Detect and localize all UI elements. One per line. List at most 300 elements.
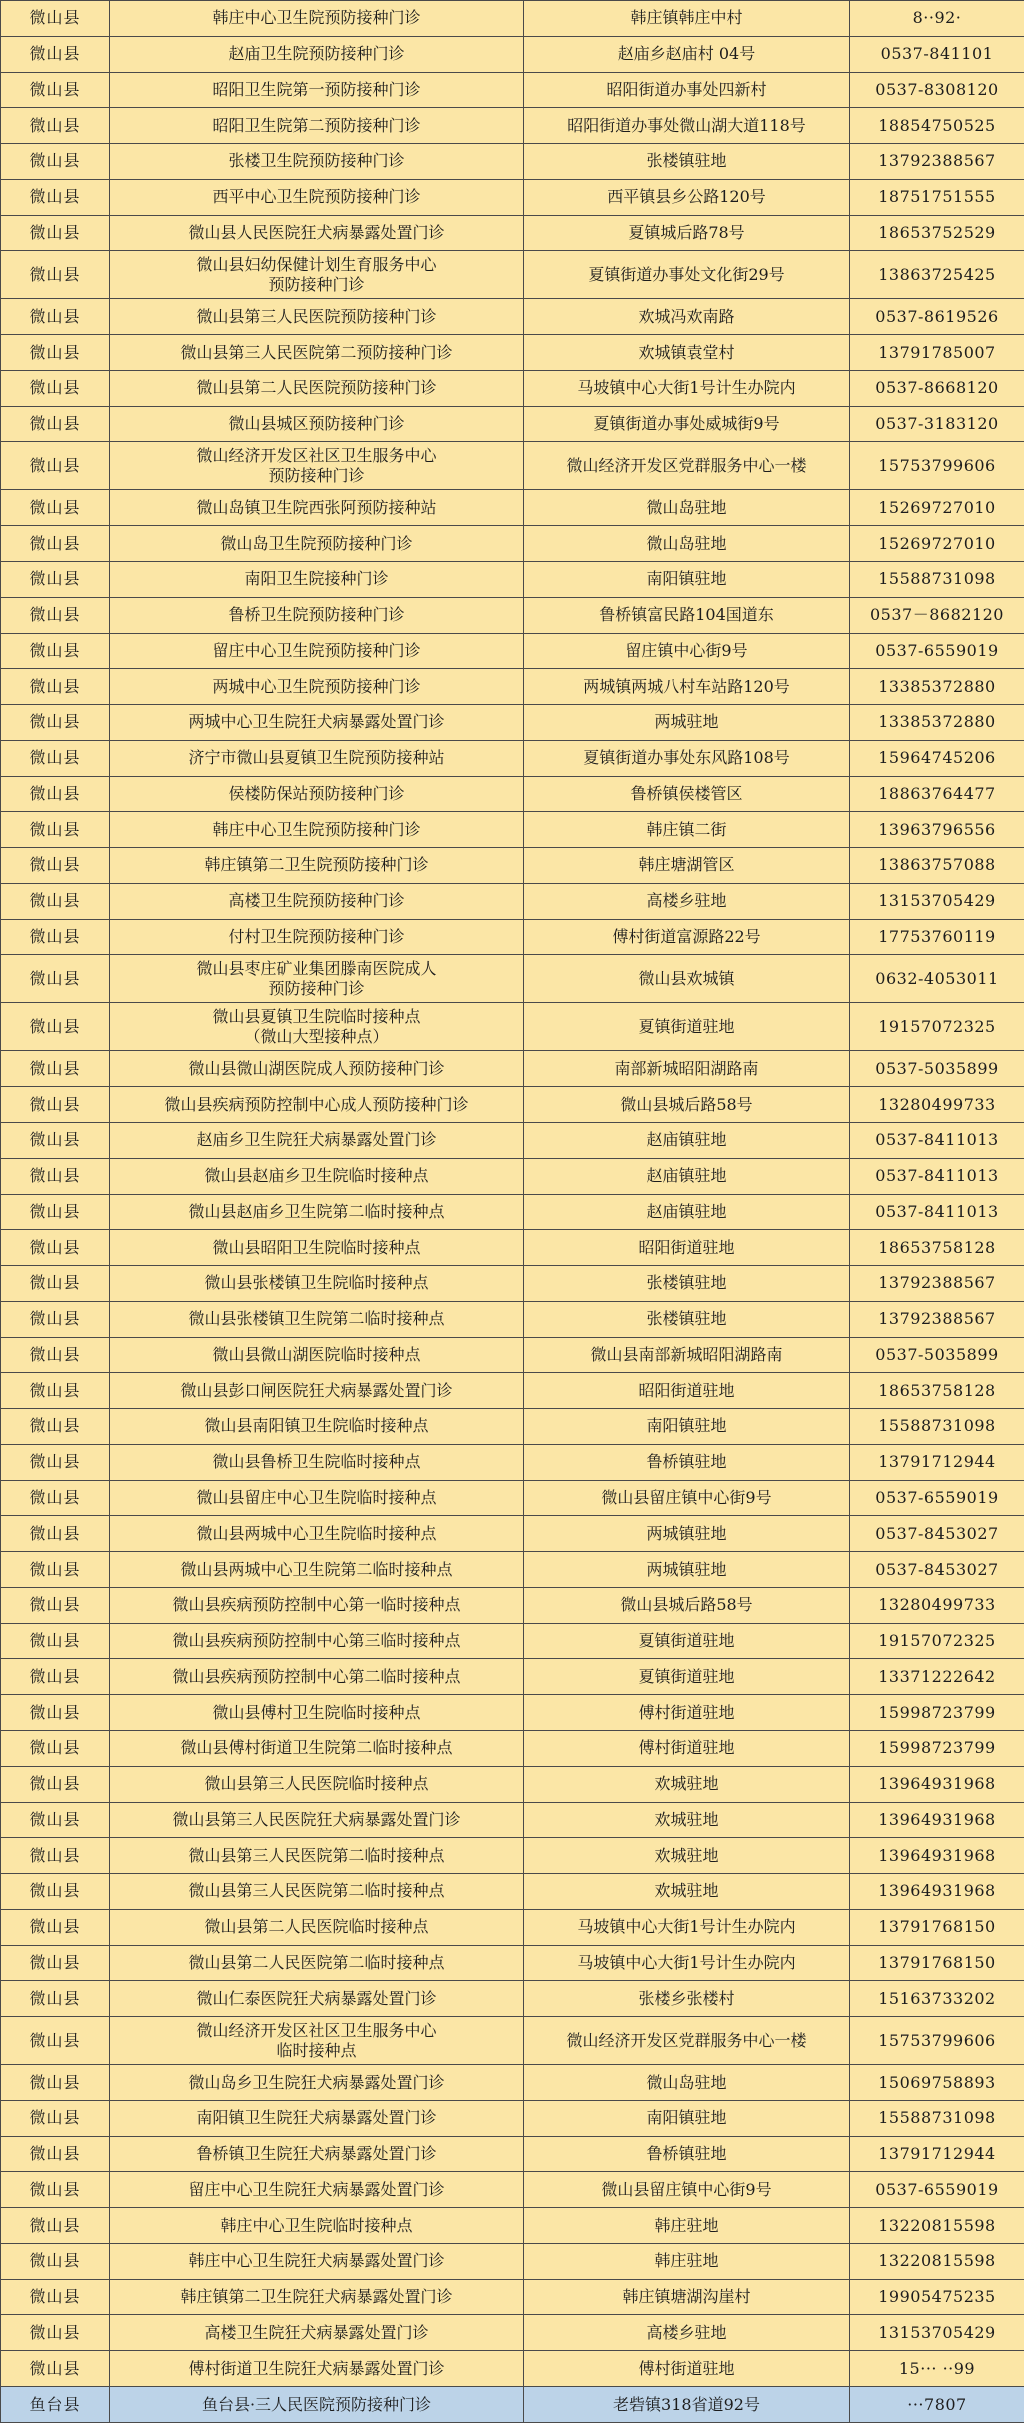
phone-cell: 13791712944 (850, 1444, 1024, 1480)
table-row (1, 442, 1024, 490)
county-cell: 微山县 (1, 919, 110, 955)
county-cell: 微山县 (1, 1552, 110, 1588)
table-row (1, 1, 1024, 37)
county-cell: 微山县 (1, 108, 110, 144)
address-cell: 韩庄镇塘湖沟崖村 (524, 2279, 850, 2315)
table-row (1, 1802, 1024, 1838)
clinic-name-cell: 微山县第三人民医院狂犬病暴露处置门诊 (110, 1802, 524, 1838)
phone-cell: 18653752529 (850, 215, 1024, 251)
clinic-name-cell: 西平中心卫生院预防接种门诊 (110, 179, 524, 215)
table-row (1, 1444, 1024, 1480)
phone-cell: 15998723799 (850, 1695, 1024, 1731)
address-cell: 南阳镇驻地 (524, 1409, 850, 1445)
address-cell: 夏镇街道驻地 (524, 1623, 850, 1659)
address-cell: 鲁桥镇富民路104国道东 (524, 597, 850, 633)
address-cell: 微山县留庄镇中心街9号 (524, 2172, 850, 2208)
address-cell: 马坡镇中心大街1号计生办院内 (524, 370, 850, 406)
address-cell: 南部新城昭阳湖路南 (524, 1051, 850, 1087)
clinic-name-cell: 微山经济开发区社区卫生服务中心 预防接种门诊 (110, 442, 524, 490)
clinic-name-cell: 微山县疾病预防控制中心成人预防接种门诊 (110, 1087, 524, 1123)
clinic-name-cell: 微山县枣庄矿业集团滕南医院成人 预防接种门诊 (110, 955, 524, 1003)
phone-cell: 0537-6559019 (850, 633, 1024, 669)
table-row (1, 1087, 1024, 1123)
phone-cell: 13964931968 (850, 1874, 1024, 1910)
phone-cell: 19157072325 (850, 1623, 1024, 1659)
table-row (1, 335, 1024, 371)
county-cell: 微山县 (1, 2136, 110, 2172)
address-cell: 夏镇街道办事处威城街9号 (524, 406, 850, 442)
county-cell: 微山县 (1, 1838, 110, 1874)
clinic-name-cell: 高楼卫生院预防接种门诊 (110, 883, 524, 919)
phone-cell: 0537-8411013 (850, 1122, 1024, 1158)
county-cell: 微山县 (1, 1158, 110, 1194)
address-cell: 南阳镇驻地 (524, 2100, 850, 2136)
address-cell: 西平镇县乡公路120号 (524, 179, 850, 215)
table-row (1, 36, 1024, 72)
table-row (1, 1766, 1024, 1802)
clinic-name-cell: 微山县人民医院狂犬病暴露处置门诊 (110, 215, 524, 251)
phone-cell: 8··92· (850, 1, 1024, 37)
phone-cell: 0537-5035899 (850, 1051, 1024, 1087)
phone-cell: 0537-8411013 (850, 1194, 1024, 1230)
clinic-name-cell: 鲁桥卫生院预防接种门诊 (110, 597, 524, 633)
address-cell: 张楼乡张楼村 (524, 1981, 850, 2017)
table-row (1, 1230, 1024, 1266)
county-cell: 微山县 (1, 1373, 110, 1409)
clinic-name-cell: 鱼台县·三人民医院预防接种门诊 (110, 2387, 524, 2423)
clinic-name-cell: 微山县傅村街道卫生院第二临时接种点 (110, 1730, 524, 1766)
address-cell: 赵庙镇驻地 (524, 1158, 850, 1194)
table-row (1, 2208, 1024, 2244)
phone-cell: 13385372880 (850, 669, 1024, 705)
clinic-name-cell: 韩庄镇第二卫生院狂犬病暴露处置门诊 (110, 2279, 524, 2315)
address-cell: 微山经济开发区党群服务中心一楼 (524, 2017, 850, 2065)
county-cell: 微山县 (1, 36, 110, 72)
address-cell: 韩庄驻地 (524, 2243, 850, 2279)
address-cell: 高楼乡驻地 (524, 883, 850, 919)
table-row (1, 1122, 1024, 1158)
address-cell: 鲁桥镇驻地 (524, 1444, 850, 1480)
county-cell: 微山县 (1, 490, 110, 526)
address-cell: 欢城冯欢南路 (524, 299, 850, 335)
table-row (1, 526, 1024, 562)
table-row (1, 2100, 1024, 2136)
table-row (1, 215, 1024, 251)
county-cell: 微山县 (1, 1945, 110, 1981)
phone-cell: 15269727010 (850, 526, 1024, 562)
phone-cell: 13153705429 (850, 883, 1024, 919)
county-cell: 微山县 (1, 1766, 110, 1802)
clinic-name-cell: 微山县彭口闸医院狂犬病暴露处置门诊 (110, 1373, 524, 1409)
phone-cell: 0537-8619526 (850, 299, 1024, 335)
county-cell: 微山县 (1, 2351, 110, 2387)
clinic-name-cell: 侯楼防保站预防接种门诊 (110, 776, 524, 812)
address-cell: 韩庄驻地 (524, 2208, 850, 2244)
address-cell: 赵庙镇驻地 (524, 1194, 850, 1230)
address-cell: 老砦镇318省道92号 (524, 2387, 850, 2423)
table-row (1, 848, 1024, 884)
phone-cell: 19157072325 (850, 1003, 1024, 1051)
county-cell: 微山县 (1, 1337, 110, 1373)
address-cell: 夏镇街道驻地 (524, 1659, 850, 1695)
address-cell: 鲁桥镇侯楼管区 (524, 776, 850, 812)
clinic-name-cell: 微山岛卫生院预防接种门诊 (110, 526, 524, 562)
address-cell: 昭阳街道驻地 (524, 1373, 850, 1409)
table-row (1, 1194, 1024, 1230)
address-cell: 欢城驻地 (524, 1766, 850, 1802)
county-cell: 微山县 (1, 1444, 110, 1480)
county-cell: 微山县 (1, 1087, 110, 1123)
county-cell: 微山县 (1, 1230, 110, 1266)
phone-cell: 0537-6559019 (850, 2172, 1024, 2208)
clinic-name-cell: 微山县第三人民医院临时接种点 (110, 1766, 524, 1802)
county-cell: 微山县 (1, 2100, 110, 2136)
clinic-name-cell: 两城中心卫生院预防接种门诊 (110, 669, 524, 705)
address-cell: 微山岛驻地 (524, 526, 850, 562)
clinic-name-cell: 微山县疾病预防控制中心第三临时接种点 (110, 1623, 524, 1659)
table-row (1, 1909, 1024, 1945)
clinic-name-cell: 赵庙卫生院预防接种门诊 (110, 36, 524, 72)
phone-cell: 13791768150 (850, 1945, 1024, 1981)
table-row (1, 1730, 1024, 1766)
phone-cell: 13863757088 (850, 848, 1024, 884)
county-cell: 微山县 (1, 2172, 110, 2208)
phone-cell: 0537-8411013 (850, 1158, 1024, 1194)
phone-cell: 13964931968 (850, 1802, 1024, 1838)
clinic-name-cell: 昭阳卫生院第一预防接种门诊 (110, 72, 524, 108)
clinic-name-cell: 韩庄中心卫生院预防接种门诊 (110, 812, 524, 848)
address-cell: 南阳镇驻地 (524, 561, 850, 597)
phone-cell: 0537-8453027 (850, 1552, 1024, 1588)
address-cell: 张楼镇驻地 (524, 1301, 850, 1337)
table-row (1, 1266, 1024, 1302)
table-row (1, 406, 1024, 442)
clinic-name-cell: 微山县第三人民医院第二临时接种点 (110, 1838, 524, 1874)
county-cell: 微山县 (1, 1480, 110, 1516)
clinic-name-cell: 韩庄中心卫生院临时接种点 (110, 2208, 524, 2244)
clinic-name-cell: 微山县城区预防接种门诊 (110, 406, 524, 442)
address-cell: 张楼镇驻地 (524, 1266, 850, 1302)
phone-cell: 13863725425 (850, 251, 1024, 299)
address-cell: 高楼乡驻地 (524, 2315, 850, 2351)
address-cell: 韩庄镇二街 (524, 812, 850, 848)
table-row (1, 2243, 1024, 2279)
address-cell: 两城镇驻地 (524, 1552, 850, 1588)
phone-cell: 0537-3183120 (850, 406, 1024, 442)
clinic-name-cell: 微山经济开发区社区卫生服务中心 临时接种点 (110, 2017, 524, 2065)
address-cell: 留庄镇中心街9号 (524, 633, 850, 669)
clinic-name-cell: 微山县傅村卫生院临时接种点 (110, 1695, 524, 1731)
table-row (1, 1981, 1024, 2017)
phone-cell: 13964931968 (850, 1838, 1024, 1874)
county-cell: 微山县 (1, 776, 110, 812)
phone-cell: ···7807 (850, 2387, 1024, 2423)
phone-cell: 0632-4053011 (850, 955, 1024, 1003)
phone-cell: 13791712944 (850, 2136, 1024, 2172)
clinic-name-cell: 微山县留庄中心卫生院临时接种点 (110, 1480, 524, 1516)
clinic-name-cell: 留庄中心卫生院狂犬病暴露处置门诊 (110, 2172, 524, 2208)
clinic-name-cell: 高楼卫生院狂犬病暴露处置门诊 (110, 2315, 524, 2351)
address-cell: 微山县城后路58号 (524, 1587, 850, 1623)
table-row (1, 1301, 1024, 1337)
table-row (1, 812, 1024, 848)
county-cell: 微山县 (1, 442, 110, 490)
clinic-name-cell: 傅村街道卫生院狂犬病暴露处置门诊 (110, 2351, 524, 2387)
table-row (1, 1874, 1024, 1910)
phone-cell: 15163733202 (850, 1981, 1024, 2017)
table-row (1, 1838, 1024, 1874)
clinic-name-cell: 南阳镇卫生院狂犬病暴露处置门诊 (110, 2100, 524, 2136)
county-cell: 微山县 (1, 1874, 110, 1910)
phone-cell: 19905475235 (850, 2279, 1024, 2315)
phone-cell: 18751751555 (850, 179, 1024, 215)
address-cell: 张楼镇驻地 (524, 144, 850, 180)
phone-cell: 13153705429 (850, 2315, 1024, 2351)
county-cell: 微山县 (1, 2065, 110, 2101)
county-cell: 微山县 (1, 633, 110, 669)
table-row (1, 1051, 1024, 1087)
table-row (1, 2279, 1024, 2315)
address-cell: 欢城驻地 (524, 1802, 850, 1838)
county-cell: 微山县 (1, 561, 110, 597)
address-cell: 马坡镇中心大街1号计生办院内 (524, 1945, 850, 1981)
address-cell: 韩庄塘湖管区 (524, 848, 850, 884)
clinic-name-cell: 微山县第二人民医院临时接种点 (110, 1909, 524, 1945)
clinic-name-cell: 张楼卫生院预防接种门诊 (110, 144, 524, 180)
clinic-name-cell: 微山县南阳镇卫生院临时接种点 (110, 1409, 524, 1445)
address-cell: 昭阳街道办事处四新村 (524, 72, 850, 108)
phone-cell: 13792388567 (850, 144, 1024, 180)
clinic-name-cell: 昭阳卫生院第二预防接种门诊 (110, 108, 524, 144)
phone-cell: 15588731098 (850, 2100, 1024, 2136)
phone-cell: 13371222642 (850, 1659, 1024, 1695)
clinic-name-cell: 济宁市微山县夏镇卫生院预防接种站 (110, 740, 524, 776)
county-cell: 鱼台县 (1, 2387, 110, 2423)
clinic-name-cell: 南阳卫生院接种门诊 (110, 561, 524, 597)
clinic-name-cell: 两城中心卫生院狂犬病暴露处置门诊 (110, 705, 524, 741)
clinic-name-cell: 付村卫生院预防接种门诊 (110, 919, 524, 955)
clinic-name-cell: 韩庄中心卫生院预防接种门诊 (110, 1, 524, 37)
phone-cell: 0537-5035899 (850, 1337, 1024, 1373)
county-cell: 微山县 (1, 1730, 110, 1766)
table-row (1, 955, 1024, 1003)
phone-cell: 13220815598 (850, 2243, 1024, 2279)
phone-cell: 0537－8682120 (850, 597, 1024, 633)
table-row (1, 776, 1024, 812)
clinic-name-cell: 微山县疾病预防控制中心第二临时接种点 (110, 1659, 524, 1695)
county-cell: 微山县 (1, 406, 110, 442)
address-cell: 欢城驻地 (524, 1874, 850, 1910)
table-row (1, 1945, 1024, 1981)
county-cell: 微山县 (1, 1623, 110, 1659)
county-cell: 微山县 (1, 1587, 110, 1623)
table-row (1, 1516, 1024, 1552)
phone-cell: 17753760119 (850, 919, 1024, 955)
phone-cell: 15269727010 (850, 490, 1024, 526)
clinic-name-cell: 微山县第三人民医院第二预防接种门诊 (110, 335, 524, 371)
county-cell: 微山县 (1, 144, 110, 180)
county-cell: 微山县 (1, 1981, 110, 2017)
phone-cell: 15753799606 (850, 442, 1024, 490)
table-row (1, 1158, 1024, 1194)
county-cell: 微山县 (1, 1122, 110, 1158)
table-row (1, 1552, 1024, 1588)
address-cell: 微山岛驻地 (524, 2065, 850, 2101)
phone-cell: 13791768150 (850, 1909, 1024, 1945)
clinic-name-cell: 微山县夏镇卫生院临时接种点 （微山大型接种点） (110, 1003, 524, 1051)
table-row (1, 2387, 1024, 2423)
table-row (1, 705, 1024, 741)
clinic-name-cell: 微山县第二人民医院第二临时接种点 (110, 1945, 524, 1981)
table-row (1, 633, 1024, 669)
county-cell: 微山县 (1, 299, 110, 335)
table-row (1, 1659, 1024, 1695)
clinic-name-cell: 韩庄中心卫生院狂犬病暴露处置门诊 (110, 2243, 524, 2279)
county-cell: 微山县 (1, 1802, 110, 1838)
table-row (1, 144, 1024, 180)
table-row (1, 740, 1024, 776)
county-cell: 微山县 (1, 2243, 110, 2279)
county-cell: 微山县 (1, 370, 110, 406)
phone-cell: 18863764477 (850, 776, 1024, 812)
address-cell: 韩庄镇韩庄中村 (524, 1, 850, 37)
table-row (1, 72, 1024, 108)
table-row (1, 597, 1024, 633)
table-row (1, 2065, 1024, 2101)
clinic-name-cell: 微山县微山湖医院临时接种点 (110, 1337, 524, 1373)
address-cell: 昭阳街道驻地 (524, 1230, 850, 1266)
county-cell: 微山县 (1, 1194, 110, 1230)
phone-cell: 13220815598 (850, 2208, 1024, 2244)
table-row (1, 1409, 1024, 1445)
clinic-name-cell: 微山县第二人民医院预防接种门诊 (110, 370, 524, 406)
phone-cell: 18653758128 (850, 1373, 1024, 1409)
county-cell: 微山县 (1, 1266, 110, 1302)
phone-cell: 0537-8668120 (850, 370, 1024, 406)
phone-cell: 13791785007 (850, 335, 1024, 371)
clinic-name-cell: 微山岛镇卫生院西张阿预防接种站 (110, 490, 524, 526)
clinic-name-cell: 微山县两城中心卫生院临时接种点 (110, 1516, 524, 1552)
county-cell: 微山县 (1, 848, 110, 884)
address-cell: 夏镇街道驻地 (524, 1003, 850, 1051)
table-row (1, 2136, 1024, 2172)
phone-cell: 13964931968 (850, 1766, 1024, 1802)
address-cell: 傅村街道驻地 (524, 1730, 850, 1766)
phone-cell: 0537-8308120 (850, 72, 1024, 108)
county-cell: 微山县 (1, 705, 110, 741)
address-cell: 夏镇街道办事处东风路108号 (524, 740, 850, 776)
table-row (1, 883, 1024, 919)
clinic-name-cell: 微山县第三人民医院预防接种门诊 (110, 299, 524, 335)
county-cell: 微山县 (1, 2315, 110, 2351)
table-row (1, 1337, 1024, 1373)
table-row (1, 2351, 1024, 2387)
phone-cell: 18653758128 (850, 1230, 1024, 1266)
phone-cell: 13792388567 (850, 1301, 1024, 1337)
clinic-name-cell: 微山县妇幼保健计划生育服务中心 预防接种门诊 (110, 251, 524, 299)
county-cell: 微山县 (1, 1301, 110, 1337)
table-row (1, 299, 1024, 335)
phone-cell: 13385372880 (850, 705, 1024, 741)
table-row (1, 1587, 1024, 1623)
address-cell: 欢城镇袁堂村 (524, 335, 850, 371)
clinic-table-body (1, 1, 1024, 2423)
phone-cell: 15588731098 (850, 1409, 1024, 1445)
clinic-name-cell: 韩庄镇第二卫生院预防接种门诊 (110, 848, 524, 884)
table-row (1, 669, 1024, 705)
phone-cell: 13963796556 (850, 812, 1024, 848)
table-row (1, 179, 1024, 215)
clinic-name-cell: 微山县鲁桥卫生院临时接种点 (110, 1444, 524, 1480)
address-cell: 两城镇两城八村车站路120号 (524, 669, 850, 705)
county-cell: 微山县 (1, 597, 110, 633)
table-row (1, 370, 1024, 406)
county-cell: 微山县 (1, 669, 110, 705)
address-cell: 昭阳街道办事处微山湖大道118号 (524, 108, 850, 144)
phone-cell: 15069758893 (850, 2065, 1024, 2101)
county-cell: 微山县 (1, 215, 110, 251)
table-row (1, 1480, 1024, 1516)
phone-cell: 15998723799 (850, 1730, 1024, 1766)
clinic-name-cell: 微山岛乡卫生院狂犬病暴露处置门诊 (110, 2065, 524, 2101)
address-cell: 夏镇街道办事处文化街29号 (524, 251, 850, 299)
phone-cell: 0537-841101 (850, 36, 1024, 72)
county-cell: 微山县 (1, 526, 110, 562)
address-cell: 傅村街道驻地 (524, 2351, 850, 2387)
address-cell: 赵庙镇驻地 (524, 1122, 850, 1158)
address-cell: 欢城驻地 (524, 1838, 850, 1874)
county-cell: 微山县 (1, 251, 110, 299)
address-cell: 夏镇城后路78号 (524, 215, 850, 251)
county-cell: 微山县 (1, 1409, 110, 1445)
county-cell: 微山县 (1, 740, 110, 776)
phone-cell: 15964745206 (850, 740, 1024, 776)
county-cell: 微山县 (1, 1516, 110, 1552)
address-cell: 微山经济开发区党群服务中心一楼 (524, 442, 850, 490)
county-cell: 微山县 (1, 1659, 110, 1695)
county-cell: 微山县 (1, 2017, 110, 2065)
clinic-name-cell: 微山县赵庙乡卫生院临时接种点 (110, 1158, 524, 1194)
table-row (1, 1623, 1024, 1659)
table-row (1, 1003, 1024, 1051)
phone-cell: 18854750525 (850, 108, 1024, 144)
county-cell: 微山县 (1, 883, 110, 919)
table-row (1, 919, 1024, 955)
phone-cell: 15753799606 (850, 2017, 1024, 2065)
county-cell: 微山县 (1, 179, 110, 215)
clinic-name-cell: 微山县张楼镇卫生院第二临时接种点 (110, 1301, 524, 1337)
clinic-name-cell: 鲁桥镇卫生院狂犬病暴露处置门诊 (110, 2136, 524, 2172)
table-row (1, 561, 1024, 597)
phone-cell: 13792388567 (850, 1266, 1024, 1302)
table-row (1, 2017, 1024, 2065)
county-cell: 微山县 (1, 1909, 110, 1945)
county-cell: 微山县 (1, 2279, 110, 2315)
clinic-name-cell: 留庄中心卫生院预防接种门诊 (110, 633, 524, 669)
county-cell: 微山县 (1, 955, 110, 1003)
address-cell: 傅村街道驻地 (524, 1695, 850, 1731)
address-cell: 微山县欢城镇 (524, 955, 850, 1003)
county-cell: 微山县 (1, 2208, 110, 2244)
county-cell: 微山县 (1, 1003, 110, 1051)
clinic-name-cell: 微山县两城中心卫生院第二临时接种点 (110, 1552, 524, 1588)
address-cell: 微山县留庄镇中心街9号 (524, 1480, 850, 1516)
clinic-name-cell: 微山县疾病预防控制中心第一临时接种点 (110, 1587, 524, 1623)
phone-cell: 0537-6559019 (850, 1480, 1024, 1516)
clinic-name-cell: 赵庙乡卫生院狂犬病暴露处置门诊 (110, 1122, 524, 1158)
clinic-name-cell: 微山县昭阳卫生院临时接种点 (110, 1230, 524, 1266)
table-row (1, 108, 1024, 144)
